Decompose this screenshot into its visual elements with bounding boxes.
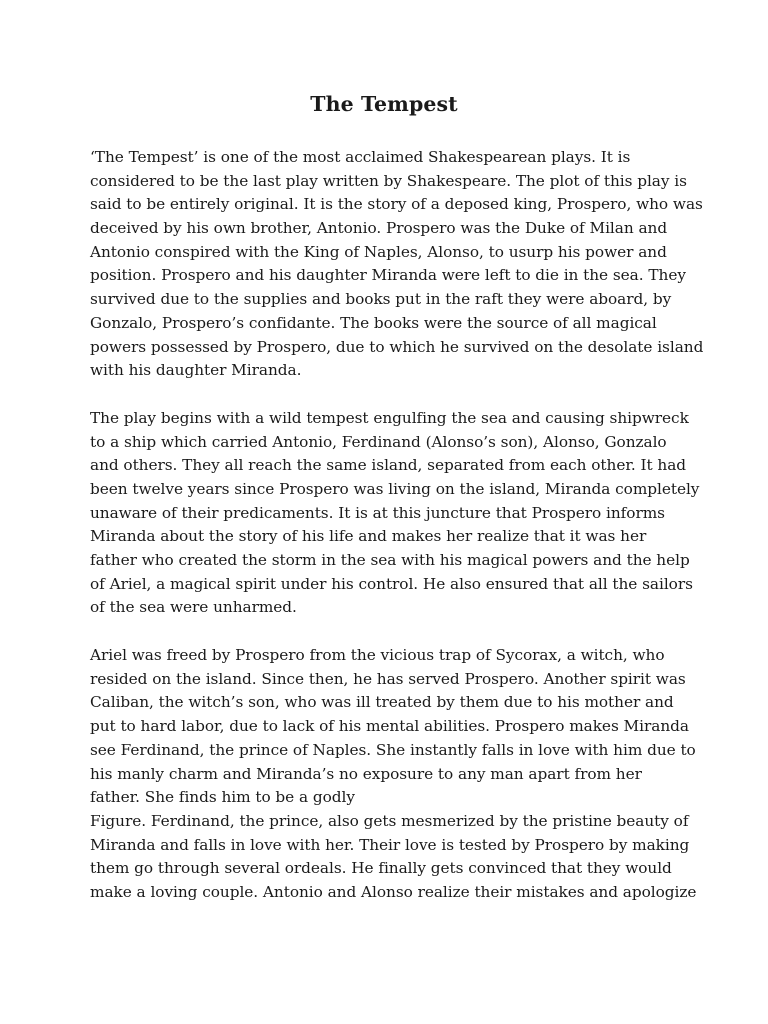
text-line: and others. They all reach the same island, separated from each other. It had xyxy=(90,456,687,475)
text-line: father who created the storm in the sea with his magical powers and the help xyxy=(90,551,690,569)
text-line: Gonzalo, Prospero’s confidante. The books were the source of all magical xyxy=(90,313,657,332)
text-line: of the sea were unharmed. xyxy=(90,598,297,617)
text-line: The play begins with a wild tempest engulfing the sea and causing shipwreck xyxy=(90,408,689,427)
text-line: to a ship which carried Antonio, Ferdinand (Alonso’s son), Alonso, Gonzalo xyxy=(90,432,667,451)
text-line: make a loving couple. Antonio and Alonso realize their mistakes and apologize xyxy=(90,882,697,901)
paragraph-2 xyxy=(90,407,720,620)
document-body xyxy=(90,146,720,929)
text-line: ‘The Tempest’ is one of the most acclaimed Shakespearean plays. It is xyxy=(90,148,631,166)
text-line: resided on the island. Since then, he has served Prospero. Another spirit was xyxy=(90,669,686,688)
paragraph-3 xyxy=(90,644,720,905)
text-line: Ariel was freed by Prospero from the vicious trap of Sycorax, a witch, who xyxy=(90,646,665,665)
text-line: Miranda about the story of his life and makes her realize that it was her xyxy=(90,527,647,546)
text-line: father. She finds him to be a godly xyxy=(90,788,355,807)
text-line: his manly charm and Miranda’s no exposure to any man apart from her xyxy=(90,764,642,783)
text-line: of Ariel, a magical spirit under his control. He also ensured that all the sailors xyxy=(90,574,693,593)
text-line: Caliban, the witch’s son, who was ill treated by them due to his mother and xyxy=(90,693,674,712)
document-title: The Tempest xyxy=(310,92,458,116)
text-line: put to hard labor, due to lack of his mental abilities. Prospero makes Miranda xyxy=(90,717,689,736)
text-line: see Ferdinand, the prince of Naples. She instantly falls in love with him due to xyxy=(90,740,696,759)
text-line: been twelve years since Prospero was living on the island, Miranda completely xyxy=(90,479,700,498)
text-line: survived due to the supplies and books put in the raft they were aboard, by xyxy=(90,290,672,309)
text-line: Antonio conspired with the King of Naples, Alonso, to usurp his power and xyxy=(90,242,667,261)
text-line: said to be entirely original. It is the story of a deposed king, Prospero, who was xyxy=(90,195,703,214)
text-line: deceived by his own brother, Antonio. Prospero was the Duke of Milan and xyxy=(90,219,668,238)
text-line: them go through several ordeals. He finally gets convinced that they would xyxy=(90,859,672,878)
text-line: powers possessed by Prospero, due to which he survived on the desolate island xyxy=(90,337,704,356)
text-line: Figure. Ferdinand, the prince, also gets mesmerized by the pristine beauty of xyxy=(90,811,689,830)
text-line: position. Prospero and his daughter Miranda were left to die in the sea. They xyxy=(90,266,686,285)
text-line: Miranda and falls in love with her. Their love is tested by Prospero by making xyxy=(90,835,690,854)
text-line: considered to be the last play written by Shakespeare. The plot of this play is xyxy=(90,171,687,190)
text-line: unaware of their predicaments. It is at this juncture that Prospero informs xyxy=(90,503,665,522)
paragraph-1 xyxy=(90,146,720,383)
text-line: with his daughter Miranda. xyxy=(90,361,302,380)
